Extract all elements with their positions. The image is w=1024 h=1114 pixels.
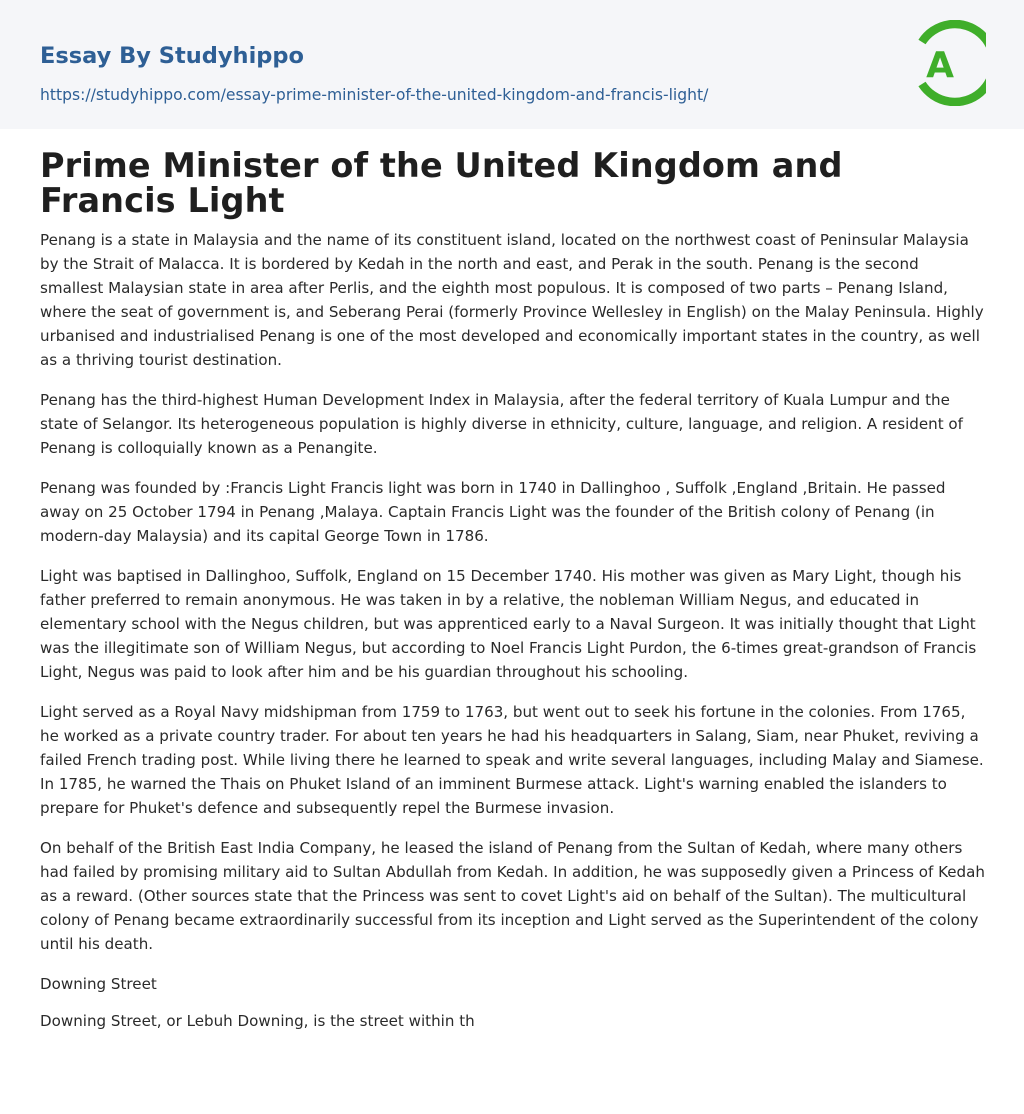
source-url-link[interactable]: https://studyhippo.com/essay-prime-minister-of-the-united-kingdom-and-francis-light/ <box>40 86 709 104</box>
paragraph-truncated: Downing Street, or Lebuh Downing, is the street within th <box>40 1012 475 1030</box>
paragraph: Light served as a Royal Navy midshipman from 1759 to 1763, but went out to seek his fortune in the colonies. From 1765, he worked as a private country trader. For about ten years he had his headquarters in Salang, Siam, near Phuket, reviving a failed French trading post. While living there he learned to speak and write several languages, including Malay and Siamese. In 1785, he warned the Thais on Phuket Island of an imminent Burmese attack. Light's warning enabled the islanders to prepare for Phuket's defence and subsequently repel the Burmese invasion. <box>40 703 984 817</box>
essay-body <box>40 228 986 1033</box>
paragraph: Penang is a state in Malaysia and the name of its constituent island, located on the northwest coast of Peninsular Malaysia by the Strait of Malacca. It is bordered by Kedah in the north and east, and Perak in the south. Penang is the second smallest Malaysian state in area after Perlis, and the eighth most populous. It is composed of two parts – Penang Island, where the seat of government is, and Seberang Perai (formerly Province Wellesley in English) on the Malay Peninsula. Highly urbanised and industrialised Penang is one of the most developed and economically important states in the country, as well as a thriving tourist destination. <box>40 231 984 369</box>
brand-title: Essay By Studyhippo <box>40 43 304 69</box>
studyhippo-logo-icon[interactable] <box>914 20 986 106</box>
paragraph: Penang was founded by :Francis Light Francis light was born in 1740 in Dallinghoo , Suffolk ,England ,Britain. He passed away on 25 October 1794 in Penang ,Malaya. Captain Francis Light was the founder of the British colony of Penang (in modern-day Malaysia) and its capital George Town in 1786. <box>40 479 946 545</box>
section-heading: Downing Street <box>40 975 157 993</box>
site-header <box>0 0 1024 129</box>
logo-letter: A <box>926 45 954 86</box>
paragraph: Penang has the third-highest Human Development Index in Malaysia, after the federal territory of Kuala Lumpur and the state of Selangor. Its heterogeneous population is highly diverse in ethnicity, culture, language, and religion. A resident of Penang is colloquially known as a Penangite. <box>40 391 963 457</box>
article <box>40 148 986 1049</box>
page-title: Prime Minister of the United Kingdom and Francis Light <box>40 146 843 220</box>
paragraph: Light was baptised in Dallinghoo, Suffolk, England on 15 December 1740. His mother was given as Mary Light, though his father preferred to remain anonymous. He was taken in by a relative, the nobleman William Negus, and educated in elementary school with the Negus children, but was apprenticed early to a Naval Surgeon. It was initially thought that Light was the illegitimate son of William Negus, but according to Noel Francis Light Purdon, the 6-times great-grandson of Francis Light, Negus was paid to look after him and be his guardian throughout his schooling. <box>40 567 977 681</box>
paragraph: On behalf of the British East India Company, he leased the island of Penang from the Sultan of Kedah, where many others had failed by promising military aid to Sultan Abdullah from Kedah. In addition, he was supposedly given a Princess of Kedah as a reward. (Other sources state that the Princess was sent to covet Light's aid on behalf of the Sultan). The multicultural colony of Penang became extraordinarily successful from its inception and Light served as the Superintendent of the colony until his death. <box>40 839 985 953</box>
